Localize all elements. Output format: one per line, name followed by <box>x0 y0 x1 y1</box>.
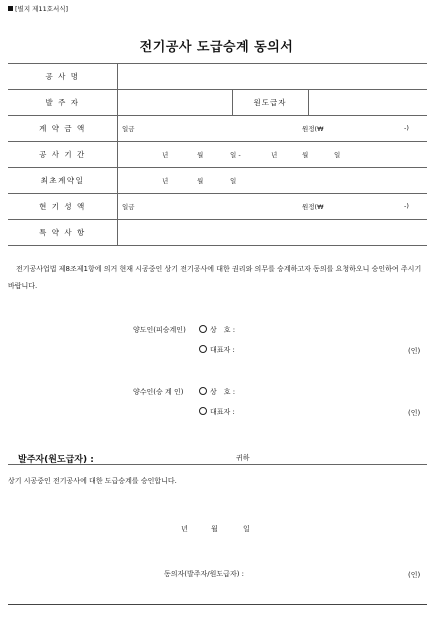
approval-text: 상기 시공중인 전기공사에 대한 도급승계를 승인합니다. <box>8 477 177 485</box>
transferor-rep-label: 대표자 : <box>210 346 235 354</box>
request-paragraph-text: 전기공사업법 제8조제1항에 의거 현재 시공중인 상기 전기공사에 대한 권리와 의무를 승계하고자 동의를 요청하오니 승인하여 주시기 바랍니다. <box>8 265 422 290</box>
progress-suffix: 원정(₩ <box>302 203 324 211</box>
row-initial-contract-date <box>8 168 427 194</box>
transferor-label: 양도인(피승계인) <box>133 326 186 334</box>
label-project-name: 공 사 명 <box>8 64 118 90</box>
to-day: 일 <box>334 151 341 159</box>
progress-amount-cell <box>118 194 427 219</box>
consenter-label: 동의자(발주자/원도급자) : <box>164 570 245 578</box>
transferee-company-label: 상 호 : <box>210 388 236 396</box>
to-year: 년 <box>271 151 278 159</box>
progress-end: -) <box>404 202 409 210</box>
consenter-seal: (인) <box>408 571 421 579</box>
transferor-company-label: 상 호 : <box>210 326 236 334</box>
field-current-progress-amount[interactable] <box>118 194 428 220</box>
field-contract-amount[interactable] <box>118 116 428 142</box>
progress-prefix: 일금 <box>122 203 135 211</box>
transferee-seal: (인) <box>408 409 421 417</box>
period-cell <box>118 142 427 167</box>
field-project-name[interactable] <box>118 64 428 90</box>
initial-day: 일 <box>230 177 237 185</box>
field-construction-period[interactable] <box>118 142 428 168</box>
form-number-text: [별지 제11호서식] <box>15 5 69 13</box>
square-bullet-icon <box>8 6 13 11</box>
field-client[interactable] <box>118 90 233 115</box>
transferor-company-line <box>199 325 235 335</box>
date-day: 일 <box>243 525 250 533</box>
field-special-terms[interactable] <box>118 220 428 246</box>
document-title: 전기공사 도급승계 동의서 <box>139 40 294 55</box>
label-special-terms: 특 약 사 항 <box>8 220 118 246</box>
label-prime-contractor: 원도급자 <box>232 90 309 115</box>
row-current-progress-amount <box>8 194 427 220</box>
client-row-cells <box>118 90 428 116</box>
initial-date-cell <box>118 168 427 193</box>
initial-year: 년 <box>162 177 169 185</box>
client-cells <box>118 90 427 115</box>
field-initial-contract-date[interactable] <box>118 168 428 194</box>
owner-honorific: 귀하 <box>236 454 250 462</box>
label-construction-period: 공 사 기 간 <box>8 142 118 168</box>
initial-month: 월 <box>197 177 204 185</box>
contract-amount-cell <box>118 116 427 141</box>
amount-end: -) <box>404 124 409 132</box>
amount-prefix: 일금 <box>122 125 135 133</box>
row-client <box>8 90 427 116</box>
amount-suffix: 원정(₩ <box>302 125 324 133</box>
date-month: 월 <box>211 525 218 533</box>
circle-bullet-icon <box>199 325 207 333</box>
transferee-rep-label: 대표자 : <box>210 408 235 416</box>
to-month: 월 <box>302 151 309 159</box>
row-special-terms <box>8 220 427 246</box>
label-current-progress-amount: 현 기 성 액 <box>8 194 118 220</box>
row-construction-period <box>8 142 427 168</box>
circle-bullet-icon <box>199 407 207 415</box>
transferee-rep-line <box>199 407 235 417</box>
contract-info-table <box>8 63 427 246</box>
row-contract-amount <box>8 116 427 142</box>
label-contract-amount: 계 약 금 액 <box>8 116 118 142</box>
transferor-rep-line <box>199 345 235 355</box>
divider <box>8 464 427 465</box>
circle-bullet-icon <box>199 387 207 395</box>
row-project-name <box>8 64 427 90</box>
field-prime-contractor[interactable] <box>308 90 427 115</box>
label-initial-contract-date: 최초계약일 <box>8 168 118 194</box>
label-client: 발 주 자 <box>8 90 118 116</box>
transferee-company-line <box>199 387 235 397</box>
from-year: 년 <box>162 151 169 159</box>
owner-label: 발주자(원도급자) : <box>18 455 94 465</box>
transferee-label: 양수인(승 계 인) <box>133 388 184 396</box>
circle-bullet-icon <box>199 345 207 353</box>
transferor-seal: (인) <box>408 347 421 355</box>
date-year: 년 <box>181 525 188 533</box>
from-day: 일 - <box>230 151 241 159</box>
request-paragraph <box>8 261 427 295</box>
form-number <box>8 4 68 13</box>
bottom-divider <box>8 604 427 605</box>
from-month: 월 <box>197 151 204 159</box>
